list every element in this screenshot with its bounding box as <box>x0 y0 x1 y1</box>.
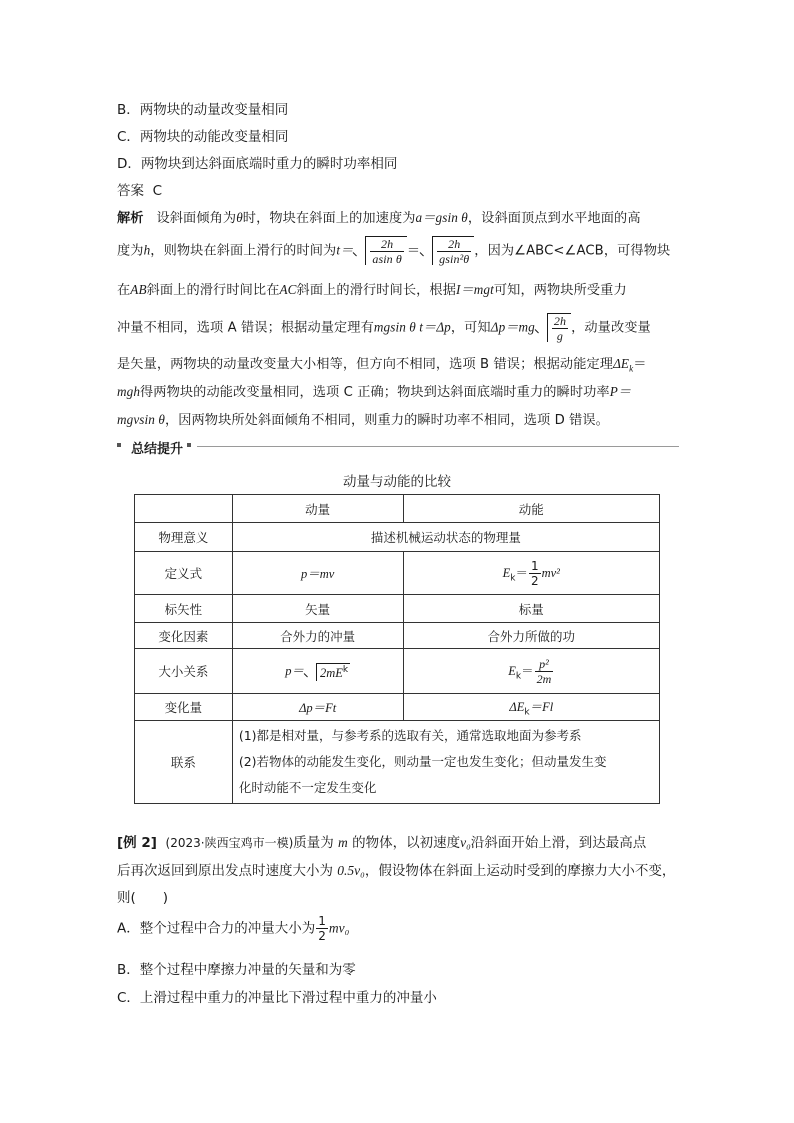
summary-heading <box>117 438 679 457</box>
table-cell: 动量 <box>232 495 403 523</box>
table-cell: 描述机械运动状态的物理量 <box>232 523 659 552</box>
answer-line <box>117 179 162 199</box>
math-symbol: 2mE <box>319 665 343 680</box>
analysis-text: 得两物块的动能改变量相同，选项 C 正确；物块到达斜面底端时重力的瞬时功率 <box>140 385 610 400</box>
link-line: (1)都是相对量，与参考系的选取有关，通常选取地面为参考系 <box>238 728 582 743</box>
analysis-text: ，动量改变量 <box>571 320 651 336</box>
sqrt-formula <box>304 663 350 681</box>
math-symbol: E <box>508 663 516 678</box>
option-a <box>117 915 349 942</box>
table-cell: 定义式 <box>135 552 233 595</box>
analysis-label: 解析 <box>117 211 144 226</box>
answer-value: C <box>152 183 163 199</box>
analysis-line-7 <box>117 409 679 428</box>
math-symbol: Δp＝mg <box>490 319 535 335</box>
math-symbol: g <box>556 329 564 343</box>
math-symbol: mv² <box>541 565 560 580</box>
math-symbol: k <box>629 363 634 374</box>
math-symbol: P＝ <box>609 384 632 399</box>
analysis-line-6 <box>117 381 679 400</box>
option-c: C．上滑过程中重力的冲量比下滑过程中重力的冲量小 <box>117 990 437 1006</box>
analysis-text: 是矢量，两物块的动量改变量大小相等，但方向不相同，选项 B 错误；根据动能定理 <box>117 357 614 372</box>
table-row <box>135 649 660 694</box>
math-symbol: I＝mgt <box>456 282 494 297</box>
table-cell <box>403 552 659 595</box>
table-header-row <box>135 495 660 523</box>
divider <box>197 446 679 447</box>
analysis-text: 斜面上的滑行时间比在 <box>146 283 280 298</box>
bullet-square-icon <box>187 443 191 447</box>
table-row <box>135 523 660 552</box>
link-line: 化时动能不一定发生变化 <box>238 780 377 795</box>
math-symbol: 2h <box>553 314 567 328</box>
math-symbol: k <box>510 573 516 583</box>
table-cell <box>403 694 659 721</box>
math-symbol: ＝Fl <box>529 699 554 714</box>
example-line-1 <box>117 831 646 851</box>
math-symbol: mv₀ <box>328 920 350 936</box>
analysis-line-1 <box>117 207 679 226</box>
example-text: ，假设物体在斜面上运动时受到的摩擦力大小不变， <box>364 863 676 879</box>
math-symbol: 1 <box>318 914 326 928</box>
table-cell <box>232 649 403 694</box>
table-cell: 变化因素 <box>135 623 233 649</box>
math-symbol: k <box>524 707 530 718</box>
table-cell <box>135 495 233 523</box>
option-d: D．两物块到达斜面底端时重力的瞬时功率相同 <box>117 156 398 172</box>
option-text: A．整个过程中合力的冲量大小为 <box>117 920 316 937</box>
analysis-text: ，因两物块所处斜面倾角不相同，则重力的瞬时功率不相同，选项 D 错误。 <box>164 413 609 428</box>
math-symbol: v₀ <box>460 835 471 850</box>
fraction <box>535 658 554 685</box>
analysis-text: 度为 <box>117 243 144 259</box>
math-symbol: k <box>342 664 349 675</box>
table-cell: 矢量 <box>232 595 403 623</box>
analysis-text: ，设斜面顶点到水平地面的高 <box>467 211 641 226</box>
analysis-text: 斜面上的滑行时间长，根据 <box>296 283 456 298</box>
analysis-text: ＝ <box>633 357 647 372</box>
math-symbol: E <box>502 565 511 580</box>
bullet-square-icon <box>117 443 121 447</box>
math-symbol: t＝ <box>336 242 354 258</box>
example-line-3: 则( ) <box>117 890 169 906</box>
analysis-line-3 <box>117 279 679 298</box>
sqrt-formula <box>535 313 571 342</box>
analysis-text: ，可知 <box>450 320 491 336</box>
math-symbol: 2 <box>530 573 539 588</box>
table-caption: 动量与动能的比较 <box>343 474 451 490</box>
example-text: 的物体，以初速度 <box>352 835 461 851</box>
table-cell: 变化量 <box>135 694 233 721</box>
sqrt-formula <box>420 236 474 265</box>
math-symbol: asin θ <box>372 252 402 266</box>
math-symbol: ＝ <box>515 564 528 580</box>
table-cell: Δp＝Ft <box>232 694 403 721</box>
comparison-table <box>134 494 660 804</box>
analysis-text: 时，物块在斜面上的加速度为 <box>242 211 416 226</box>
table-cell <box>403 649 659 694</box>
math-symbol: gsin²θ <box>439 252 470 266</box>
table-cell: 合外力所做的功 <box>403 623 659 649</box>
math-symbol: h <box>143 242 151 258</box>
analysis-text: 冲量不相同，选项 A 错误；根据动量定理有 <box>117 320 374 336</box>
math-symbol: mgh <box>117 384 141 399</box>
math-symbol: AB <box>130 282 147 297</box>
sqrt-formula <box>353 236 407 265</box>
math-symbol: 2m <box>536 671 552 686</box>
math-symbol: m <box>338 835 348 850</box>
analysis-line-5 <box>117 353 679 374</box>
math-symbol: 2 <box>318 929 326 943</box>
table-row <box>135 721 660 804</box>
table-cell: 动能 <box>403 495 659 523</box>
analysis-text: ，因为∠ABC<∠ACB，可得物块 <box>474 243 671 259</box>
analysis-line-4 <box>117 313 679 342</box>
table-cell: 标矢性 <box>135 595 233 623</box>
table-cell: 标量 <box>403 595 659 623</box>
table-cell <box>232 721 659 804</box>
math-symbol: 2h <box>437 238 471 252</box>
table-row <box>135 595 660 623</box>
math-symbol: p＝ <box>285 664 304 679</box>
analysis-text: 设斜面倾角为 <box>156 211 237 226</box>
option-b: B．整个过程中摩擦力冲量的矢量和为零 <box>117 962 356 978</box>
table-cell: 合外力的冲量 <box>232 623 403 649</box>
link-line: (2)若物体的动能发生变化，则动量一定也发生变化；但动量发生变 <box>238 754 607 769</box>
example-text: 质量为 <box>293 835 334 851</box>
table-cell: p＝mv <box>232 552 403 595</box>
analysis-text: ，则物块在斜面上滑行的时间为 <box>150 243 337 259</box>
math-symbol: θ <box>236 210 243 225</box>
summary-title: 总结提升 <box>131 442 184 457</box>
example-tag: [例 2] <box>117 835 157 851</box>
table-row <box>135 694 660 721</box>
option-c: C．两物块的动能改变量相同 <box>117 129 289 145</box>
math-symbol: mgsin θ t＝Δp <box>373 319 451 335</box>
math-symbol: p² <box>535 658 554 672</box>
math-symbol: AC <box>279 282 297 297</box>
table-row <box>135 552 660 595</box>
math-symbol: ＝ <box>521 662 534 678</box>
table-cell: 联系 <box>135 721 233 804</box>
math-symbol: 2h <box>370 238 404 252</box>
math-symbol: mgvsin θ <box>117 412 165 427</box>
table-cell: 物理意义 <box>135 523 233 552</box>
analysis-text: 可知，两物块所受重力 <box>493 283 627 298</box>
example-line-2 <box>117 859 675 879</box>
answer-label: 答案 <box>117 183 144 199</box>
option-b: B．两物块的动量改变量相同 <box>117 102 289 118</box>
analysis-text: 在 <box>117 283 131 298</box>
fraction <box>529 560 541 587</box>
math-symbol: ΔE <box>613 356 630 371</box>
math-symbol: k <box>515 671 522 681</box>
analysis-line-2: 度为h，则物块在斜面上滑行的时间为t＝ $\frac{2h}{\text{asin θ}}$ ＝ $\frac{2h}{\text{gsin²θ}}$ ，因为∠ABC<∠ACB，可得物块 <box>117 237 671 266</box>
math-symbol: ΔE <box>509 699 525 714</box>
math-symbol: 1 <box>530 558 539 573</box>
example-source: (2023·陕西宝鸡市一模) <box>165 836 294 850</box>
fraction <box>316 915 328 942</box>
example-text: 后再次返回到原出发点时速度大小为 <box>117 863 333 879</box>
math-symbol: a＝gsin θ <box>415 210 468 225</box>
example-text: 沿斜面开始上滑，到达最高点 <box>470 835 647 851</box>
math-symbol: 0.5v₀ <box>337 863 365 878</box>
table-cell: 大小关系 <box>135 649 233 694</box>
table-row <box>135 623 660 649</box>
